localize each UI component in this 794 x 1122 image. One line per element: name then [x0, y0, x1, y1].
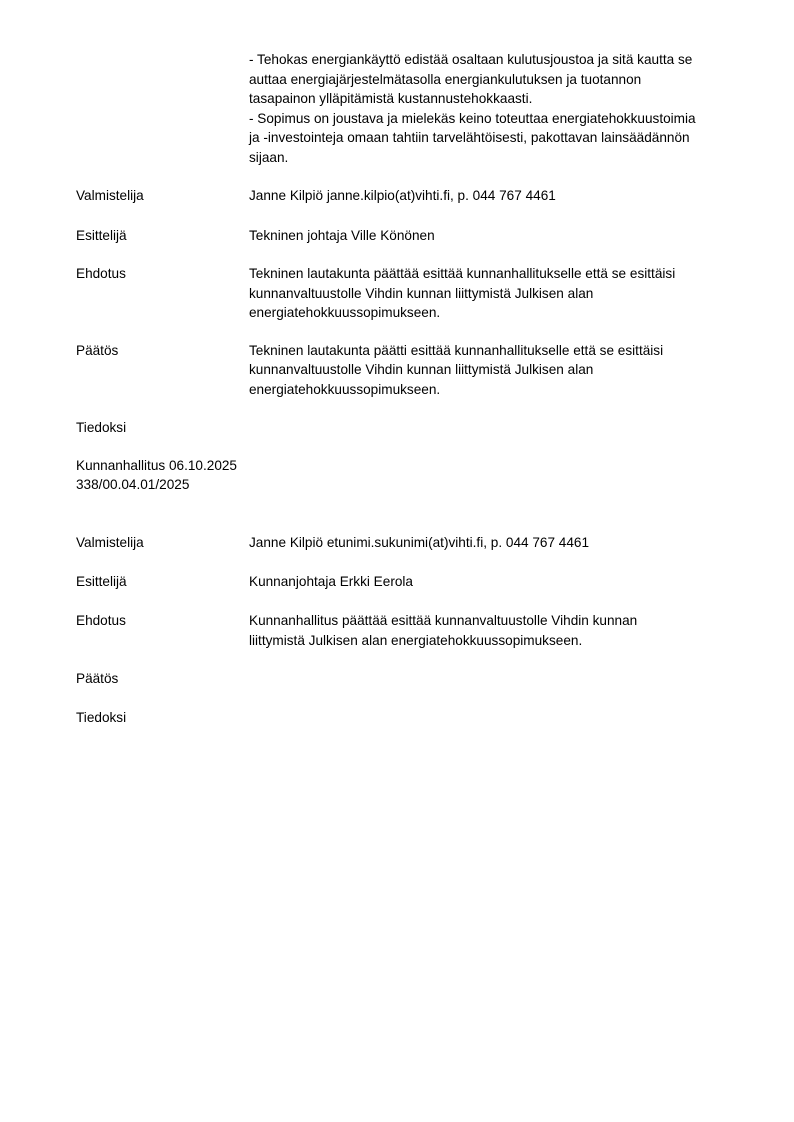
- ehdotus-line: kunnanvaltuustolle Vihdin kunnan liittymistä Julkisen alan: [249, 286, 594, 301]
- esittelija-label: Esittelijä: [76, 228, 127, 243]
- ehdotus-label: Ehdotus: [76, 266, 126, 281]
- valmistelija-label: Valmistelija: [76, 535, 144, 550]
- paatos-line: energiatehokkuussopimukseen.: [249, 382, 441, 397]
- intro-line: tasapainon ylläpitämistä kustannustehokkaasti.: [249, 91, 533, 106]
- meeting-reference: 338/00.04.01/2025: [76, 477, 190, 492]
- intro-line: sijaan.: [249, 150, 289, 165]
- esittelija-label: Esittelijä: [76, 574, 127, 589]
- paatos-line: kunnanvaltuustolle Vihdin kunnan liittymistä Julkisen alan: [249, 362, 594, 377]
- ehdotus-line: Tekninen lautakunta päättää esittää kunnanhallitukselle että se esittäisi: [249, 266, 676, 281]
- intro-line: - Tehokas energiankäyttö edistää osaltaan kulutusjoustoa ja sitä kautta se: [249, 52, 693, 67]
- intro-line: ja -investointeja omaan tahtiin tarvelähtöisesti, pakottavan lainsäädännön: [249, 130, 690, 145]
- tiedoksi-label: Tiedoksi: [76, 710, 127, 725]
- paatos-label: Päätös: [76, 343, 119, 358]
- paatos-line: Tekninen lautakunta päätti esittää kunnanhallitukselle että se esittäisi: [249, 343, 664, 358]
- valmistelija-value: Janne Kilpiö janne.kilpio(at)vihti.fi, p. 044 767 4461: [249, 188, 556, 203]
- intro-line: - Sopimus on joustava ja mielekäs keino toteuttaa energiatehokkuustoimia: [249, 111, 696, 126]
- ehdotus-line: liittymistä Julkisen alan energiatehokkuussopimukseen.: [249, 633, 583, 648]
- valmistelija-value: Janne Kilpiö etunimi.sukunimi(at)vihti.fi, p. 044 767 4461: [249, 535, 590, 550]
- intro-line: auttaa energiajärjestelmätasolla energiankulutuksen ja tuotannon: [249, 72, 642, 87]
- ehdotus-line: energiatehokkuussopimukseen.: [249, 305, 441, 320]
- ehdotus-line: Kunnanhallitus päättää esittää kunnanvaltuustolle Vihdin kunnan: [249, 613, 638, 628]
- valmistelija-label: Valmistelija: [76, 188, 144, 203]
- paatos-label: Päätös: [76, 671, 119, 686]
- esittelija-value: Tekninen johtaja Ville Könönen: [249, 228, 435, 243]
- meeting-title: Kunnanhallitus 06.10.2025: [76, 458, 237, 473]
- esittelija-value: Kunnanjohtaja Erkki Eerola: [249, 574, 413, 589]
- ehdotus-label: Ehdotus: [76, 613, 126, 628]
- tiedoksi-label: Tiedoksi: [76, 420, 127, 435]
